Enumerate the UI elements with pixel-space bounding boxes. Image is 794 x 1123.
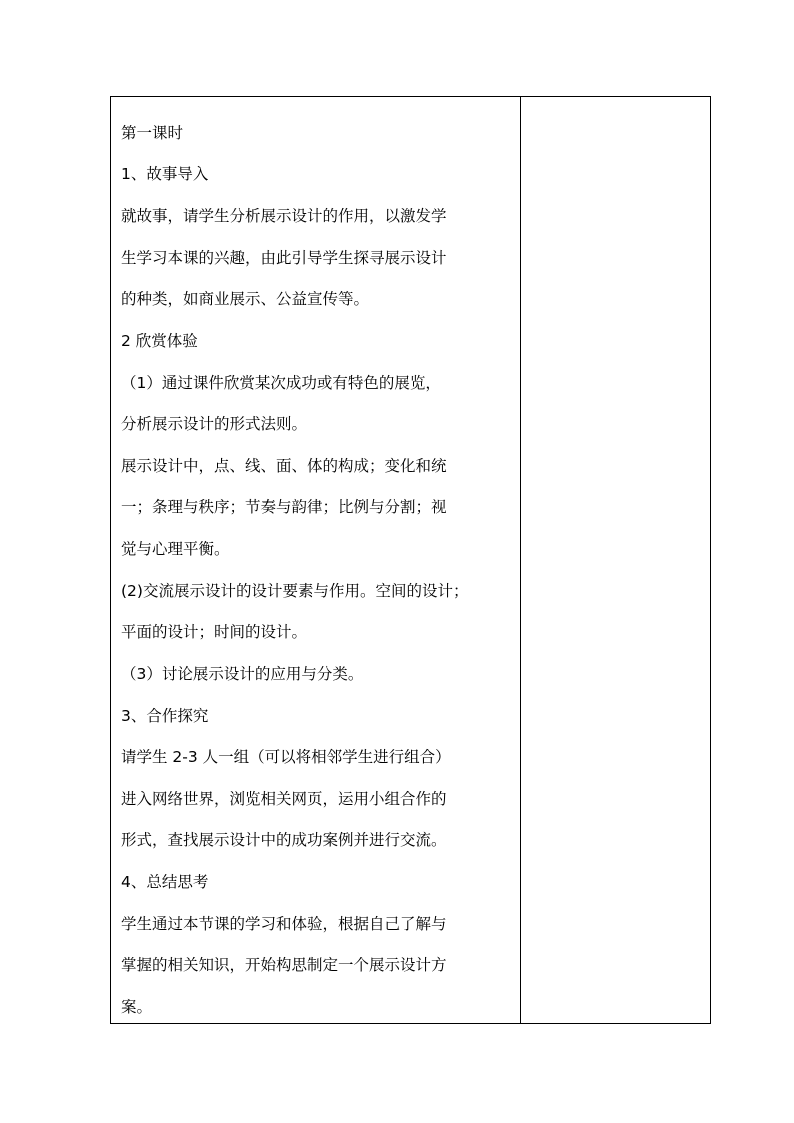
section-heading-appreciation: 2 欣赏体验 xyxy=(121,332,198,350)
paragraph-line: 掌握的相关知识，开始构思制定一个展示设计方 xyxy=(121,956,447,974)
paragraph-line: 觉与心理平衡。 xyxy=(121,540,230,558)
paragraph-line: 的种类，如商业展示、公益宣传等。 xyxy=(121,290,370,308)
paragraph-line: 学生通过本节课的学习和体验，根据自己了解与 xyxy=(121,915,447,933)
paragraph-line: 生学习本课的兴趣，由此引导学生探寻展示设计 xyxy=(121,249,447,267)
paragraph-line: （3）讨论展示设计的应用与分类。 xyxy=(121,665,364,683)
paragraph-line: 展示设计中，点、线、面、体的构成；变化和统 xyxy=(121,457,447,475)
paragraph-line: 一；条理与秩序；节奏与韵律；比例与分割；视 xyxy=(121,498,447,516)
section-heading-summary: 4、总结思考 xyxy=(121,873,209,891)
paragraph-line: 请学生 2-3 人一组（可以将相邻学生进行组合） xyxy=(121,748,451,766)
paragraph-line: 案。 xyxy=(121,998,153,1016)
section-heading-story-intro: 1、故事导入 xyxy=(121,165,209,183)
paragraph-line: （1）通过课件欣赏某次成功或有特色的展览， xyxy=(121,374,441,392)
paragraph-line: 平面的设计；时间的设计。 xyxy=(121,623,308,641)
session-heading: 第一课时 xyxy=(121,124,184,142)
paragraph-line: 就故事，请学生分析展示设计的作用，以激发学 xyxy=(121,207,447,225)
paragraph-line: 分析展示设计的形式法则。 xyxy=(121,415,308,433)
column-divider xyxy=(520,97,521,1023)
section-heading-cooperation: 3、合作探究 xyxy=(121,707,209,725)
lesson-plan-table xyxy=(110,96,711,1024)
paragraph-line: 形式，查找展示设计中的成功案例并进行交流。 xyxy=(121,831,447,849)
paragraph-line: 进入网络世界，浏览相关网页，运用小组合作的 xyxy=(121,790,447,808)
paragraph-line: (2)交流展示设计的设计要素与作用。空间的设计； xyxy=(121,582,469,600)
